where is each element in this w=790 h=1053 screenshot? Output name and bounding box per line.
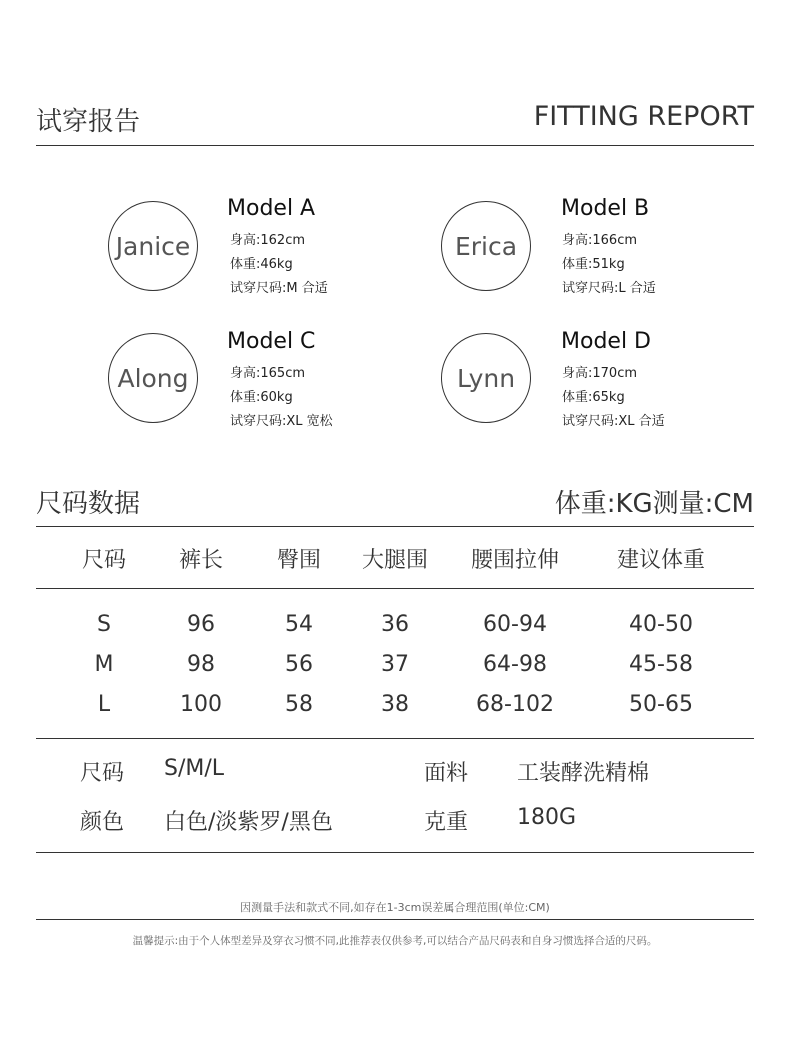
table-cell: 40-50: [629, 612, 693, 637]
model-d-circle-name: Lynn: [456, 363, 516, 393]
table-header-hip: 臀围: [276, 548, 321, 573]
model-a-avatar: [108, 201, 198, 291]
table-cell: 98: [187, 652, 215, 677]
model-c-height: 身高:165cm: [230, 366, 306, 381]
model-d-avatar: [441, 333, 531, 423]
model-b-height: 身高:166cm: [562, 233, 638, 248]
model-a-height: 身高:162cm: [230, 233, 306, 248]
size-unit-note: 体重:KG测量:CM: [554, 489, 754, 519]
table-cell: 45-58: [629, 652, 693, 677]
info-bottom-divider: [36, 852, 754, 853]
model-b-avatar: [441, 201, 531, 291]
model-c-label: Model C: [227, 329, 316, 354]
notes-divider: [36, 919, 754, 920]
page-title-cn: 试穿报告: [36, 107, 141, 137]
measurement-note: 因测量手法和款式不同,如存在1-3cm误差属合理范围(单位:CM): [240, 901, 550, 914]
model-a-size: 试穿尺码:M 合适: [230, 281, 328, 296]
model-c-circle-name: Along: [117, 363, 189, 393]
table-cell: 68-102: [476, 692, 554, 717]
table-cell: 60-94: [483, 612, 547, 637]
info-size-label: 尺码: [80, 761, 125, 786]
model-b-label: Model B: [561, 196, 650, 221]
table-header-waist: 腰围拉伸: [470, 548, 559, 573]
model-d-size: 试穿尺码:XL 合适: [562, 414, 665, 429]
table-header-length: 裤长: [178, 548, 223, 573]
table-cell: 100: [180, 692, 222, 717]
table-cell: 54: [285, 612, 313, 637]
table-header-divider: [36, 588, 754, 589]
table-header-size: 尺码: [81, 548, 126, 573]
table-cell: 96: [187, 612, 215, 637]
model-c-avatar: [108, 333, 198, 423]
model-b-size: 试穿尺码:L 合适: [562, 281, 656, 296]
table-cell: 37: [381, 652, 409, 677]
size-section-divider: [36, 526, 754, 527]
model-c-size: 试穿尺码:XL 宽松: [230, 414, 333, 429]
size-section-title: 尺码数据: [36, 489, 141, 519]
table-bottom-divider: [36, 738, 754, 739]
table-cell: 58: [285, 692, 313, 717]
table-cell: M: [94, 652, 114, 677]
info-color-value: 白色/淡紫罗/黑色: [164, 810, 333, 835]
model-a-label: Model A: [227, 196, 316, 221]
info-color-label: 颜色: [80, 810, 125, 835]
table-cell: L: [97, 692, 111, 717]
model-b-circle-name: Erica: [454, 231, 518, 261]
model-b-weight: 体重:51kg: [562, 257, 625, 272]
table-cell: 64-98: [483, 652, 547, 677]
header-divider: [36, 145, 754, 146]
info-weight-value: 180G: [517, 805, 577, 830]
table-cell: 56: [285, 652, 313, 677]
table-cell: S: [97, 612, 111, 637]
page-title-en: FITTING REPORT: [533, 101, 754, 132]
model-a-weight: 体重:46kg: [230, 257, 293, 272]
model-d-label: Model D: [561, 329, 651, 354]
table-header-thigh: 大腿围: [361, 548, 428, 573]
table-cell: 36: [381, 612, 409, 637]
info-fabric-value: 工装酵洗精棉: [517, 761, 650, 786]
info-fabric-label: 面料: [424, 761, 469, 786]
table-cell: 50-65: [629, 692, 693, 717]
info-size-value: S/M/L: [164, 756, 225, 781]
model-d-height: 身高:170cm: [562, 366, 638, 381]
tip-note: 温馨提示:由于个人体型差异及穿衣习惯不同,此推荐表仅供参考,可以结合产品尺码表和自身习惯选择合适的尺码。: [132, 935, 658, 947]
table-cell: 38: [381, 692, 409, 717]
table-header-weight: 建议体重: [616, 548, 705, 573]
model-c-weight: 体重:60kg: [230, 390, 293, 405]
model-a-circle-name: Janice: [115, 231, 191, 261]
info-weight-label: 克重: [424, 810, 469, 835]
model-d-weight: 体重:65kg: [562, 390, 625, 405]
